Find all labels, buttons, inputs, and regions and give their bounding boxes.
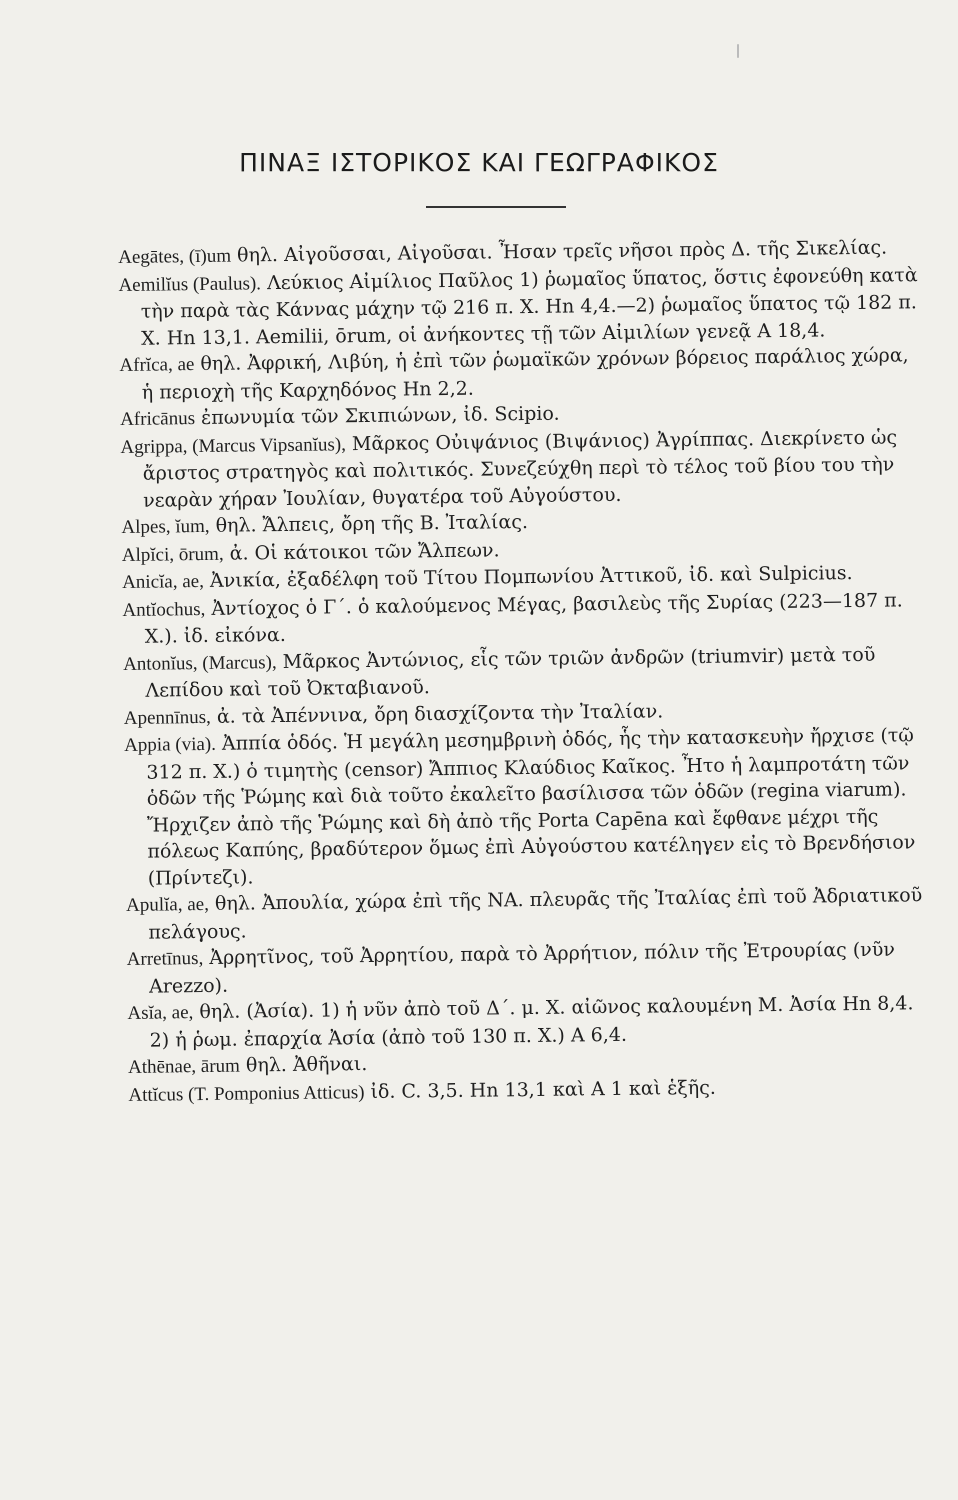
entry-headword: Anicĭa, ae, <box>122 570 205 593</box>
entry-text: θηλ. Ἄλπεις, ὄρη τῆς Β. Ἰταλίας. <box>215 511 529 537</box>
entry-headword: Aemilĭus (Paulus). <box>118 272 262 296</box>
index-entry <box>124 722 926 892</box>
paper-speck <box>737 44 739 58</box>
entry-headword: Attĭcus (T. Pomponius Atticus) <box>128 1081 365 1106</box>
entry-text: ἰδ. C. 3,5. Ηn 13,1 καὶ Α 1 καὶ ἑξῆς. <box>370 1076 717 1103</box>
entry-text: Ἀντίοχος ὁ Γ΄. ὁ καλούμενος Μέγας, βασιλεὺς τῆς Συρίας (223—187 π. Χ.). ἰδ. εἰκόνα. <box>144 588 903 648</box>
entry-text: Ἀππία ὁδός. Ἡ μεγάλη μεσημβρινὴ ὁδός, ἧς τὴν κατασκευὴν ἤρχισε (τῷ 312 π. Χ.) ὁ τιμητὴς (censor) Ἄππιος Κλαύδιος Καῖκος. Ἦτο ἡ λαμπροτάτη τῶν ὁδῶν τῆς Ῥώμης καὶ διὰ τοῦτο ἐκαλεῖτο βασίλισσα τῶν ὁδῶν (regina viarum). Ἤρχιζεν ἀπὸ τῆς Ῥώμης καὶ δὴ ἀπὸ τῆς Porta Capēna καὶ ἔφθανε μέχρι τῆς πόλεως Καπύης, βραδύτερον ὅμως ἐπὶ Αὐγούστου κατέληγεν εἰς τὸ Βρενδήσιον (Πρίντεζι). <box>146 724 916 890</box>
index-entries <box>118 234 929 1109</box>
entry-headword: Alpĭci, ōrum, <box>121 543 224 566</box>
index-entry <box>122 587 923 651</box>
entry-headword: Antonĭus, (Marcus), <box>123 651 277 675</box>
index-entry <box>127 990 928 1054</box>
entry-headword: Apennīnus, <box>123 706 211 729</box>
entry-text: θηλ. Αἰγοῦσσαι, Αἰγοῦσαι. Ἦσαν τρεῖς νῆσοι πρὸς Δ. τῆς Σικελίας. <box>236 236 888 267</box>
entry-headword: Alpes, ĭum, <box>121 515 210 538</box>
entry-text: Λεύκιος Αἰμίλιος Παῦλος 1) ῥωμαῖος ὕπατος, ὅστις ἐφονεύθη κατὰ τὴν παρὰ τὰς Κάννας μάχην τῷ 216 π. Χ. Ηn 4,4.—2) ῥωμαῖος ὕπατος τῷ 182 π. Χ. Ηn 13,1. Aemilii, ōrum, οἱ ἀνήκοντες τῇ τῶν Αἰμιλίων γενεᾷ Α 18,4. <box>140 263 918 350</box>
page-title: ΠΙΝΑΞ ΙΣΤΟΡΙΚΟΣ ΚΑΙ ΓΕΩΓΡΑΦΙΚΟΣ <box>239 148 719 177</box>
entry-headword: Arretīnus, <box>126 948 204 970</box>
entry-text: θηλ. Ἀπουλία, χώρα ἐπὶ τῆς ΝΑ. πλευρᾶς τῆς Ἰταλίας ἐπὶ τοῦ Ἀδριατικοῦ πελάγους. <box>148 884 923 944</box>
index-entry <box>127 936 928 1000</box>
index-entry <box>126 882 927 946</box>
entry-text: Ἀρρητῖνος, τοῦ Ἀρρητίου, παρὰ τὸ Ἀρρήτιον, πόλιν τῆς Ἐτρουρίας (νῦν Arezzo). <box>148 938 895 998</box>
index-entry <box>119 342 920 406</box>
entry-text: Μᾶρκος Ἀντώνιος, εἷς τῶν τριῶν ἀνδρῶν (triumvir) μετὰ τοῦ Λεπίδου καὶ τοῦ Ὀκταβιανοῦ. <box>145 643 876 702</box>
entry-text: Ἀνικία, ἐξαδέλφη τοῦ Τίτου Πομπωνίου Ἀττικοῦ, ἰδ. καὶ Sulpicius. <box>209 562 853 592</box>
index-entry <box>118 262 919 352</box>
index-entry <box>123 641 924 705</box>
entry-headword: Afrĭca, ae <box>119 354 195 376</box>
entry-text: ἀ. Οἱ κάτοικοι τῶν Ἄλπεων. <box>229 538 500 565</box>
entry-text: θηλ. Ἀφρική, Λιβύη, ἡ ἐπὶ τῶν ῥωμαϊκῶν χρόνων βόρειος παράλιος χώρα, ἡ περιοχὴ τῆς Καρχηδόνος Ηn 2,2. <box>141 344 909 404</box>
entry-text: ἐπωνυμία τῶν Σκιπιώνων, ἰδ. Scipio. <box>200 402 560 429</box>
entry-text: θηλ. Ἀθῆναι. <box>245 1053 368 1077</box>
entry-headword: Antĭochus, <box>122 598 206 621</box>
entry-headword: Agrippa, (Marcus Vipsanĭus), <box>120 433 347 458</box>
entry-headword: Athēnae, ārum <box>127 1055 241 1078</box>
entry-headword: Africānus <box>120 408 196 430</box>
entry-headword: Asĭa, ae, <box>127 1002 194 1024</box>
entry-text: ἀ. τὰ Ἀπέννινα, ὄρη διασχίζοντα τὴν Ἰταλίαν. <box>216 699 664 728</box>
entry-text: θηλ. (Ἀσία). 1) ἡ νῦν ἀπὸ τοῦ Δ΄. μ. Χ. αἰῶνος καλουμένη Μ. Ἀσία Ηn 8,4. 2) ἡ ῥωμ. ἐπαρχία Ἀσία (ἀπὸ τοῦ 130 π. Χ.) Α 6,4. <box>149 992 914 1052</box>
entry-headword: Apulĭa, ae, <box>125 893 210 916</box>
entry-text: Μᾶρκος Οὐιψάνιος (Βιψάνιος) Ἀγρίππας. Διεκρίνετο ὡς ἄριστος στρατηγὸς καὶ πολιτικός. Συνεζεύχθη περὶ τὸ τέλος τοῦ βίου του τὴν νεαρὰν χήραν Ἰουλίαν, θυγατέρα τοῦ Αὐγούστου. <box>142 425 898 512</box>
index-entry <box>120 424 921 514</box>
entry-headword: Appia (via). <box>123 733 217 756</box>
title-divider <box>426 206 566 208</box>
entry-headword: Aegātes, (ī)um <box>118 245 232 268</box>
